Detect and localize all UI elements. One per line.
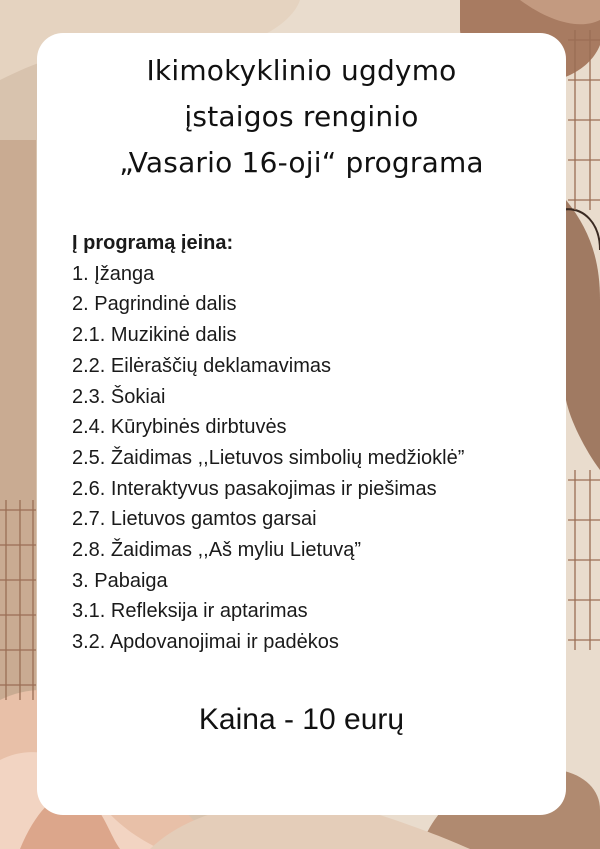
program-item: 2.6. Interaktyvus pasakojimas ir piešimas <box>72 477 437 500</box>
program-heading: Į programą įeina: <box>72 232 234 254</box>
program-item: 2.8. Žaidimas ,,Aš myliu Lietuvą” <box>72 539 361 562</box>
program-item: 3.2. Apdovanojimai ir padėkos <box>72 631 339 654</box>
program-card <box>37 33 566 815</box>
program-item: 2.4. Kūrybinės dirbtuvės <box>72 416 287 439</box>
program-item: 2.3. Šokiai <box>72 385 166 408</box>
program-item: 3.1. Refleksija ir aptarimas <box>72 600 308 623</box>
program-item: 1. Įžanga <box>72 262 155 285</box>
background-right-wave <box>566 200 600 470</box>
title-line-3: „Vasario 16-oji“ programa <box>119 146 484 179</box>
title-line-2: įstaigos renginio <box>184 100 419 133</box>
program-item: 2. Pagrindinė dalis <box>72 293 237 316</box>
title-line-1: Ikimokyklinio ugdymo <box>146 54 457 87</box>
program-item: 2.5. Žaidimas ,,Lietuvos simbolių medžioklė” <box>72 446 465 469</box>
price-label: Kaina - 10 eurų <box>198 703 405 736</box>
program-list <box>72 228 556 658</box>
program-item: 3. Pabaiga <box>72 569 168 592</box>
program-item: 2.7. Lietuvos gamtos garsai <box>72 508 317 531</box>
program-item: 2.1. Muzikinė dalis <box>72 324 237 347</box>
page-title <box>37 48 566 186</box>
program-item: 2.2. Eilėraščių deklamavimas <box>72 354 331 377</box>
